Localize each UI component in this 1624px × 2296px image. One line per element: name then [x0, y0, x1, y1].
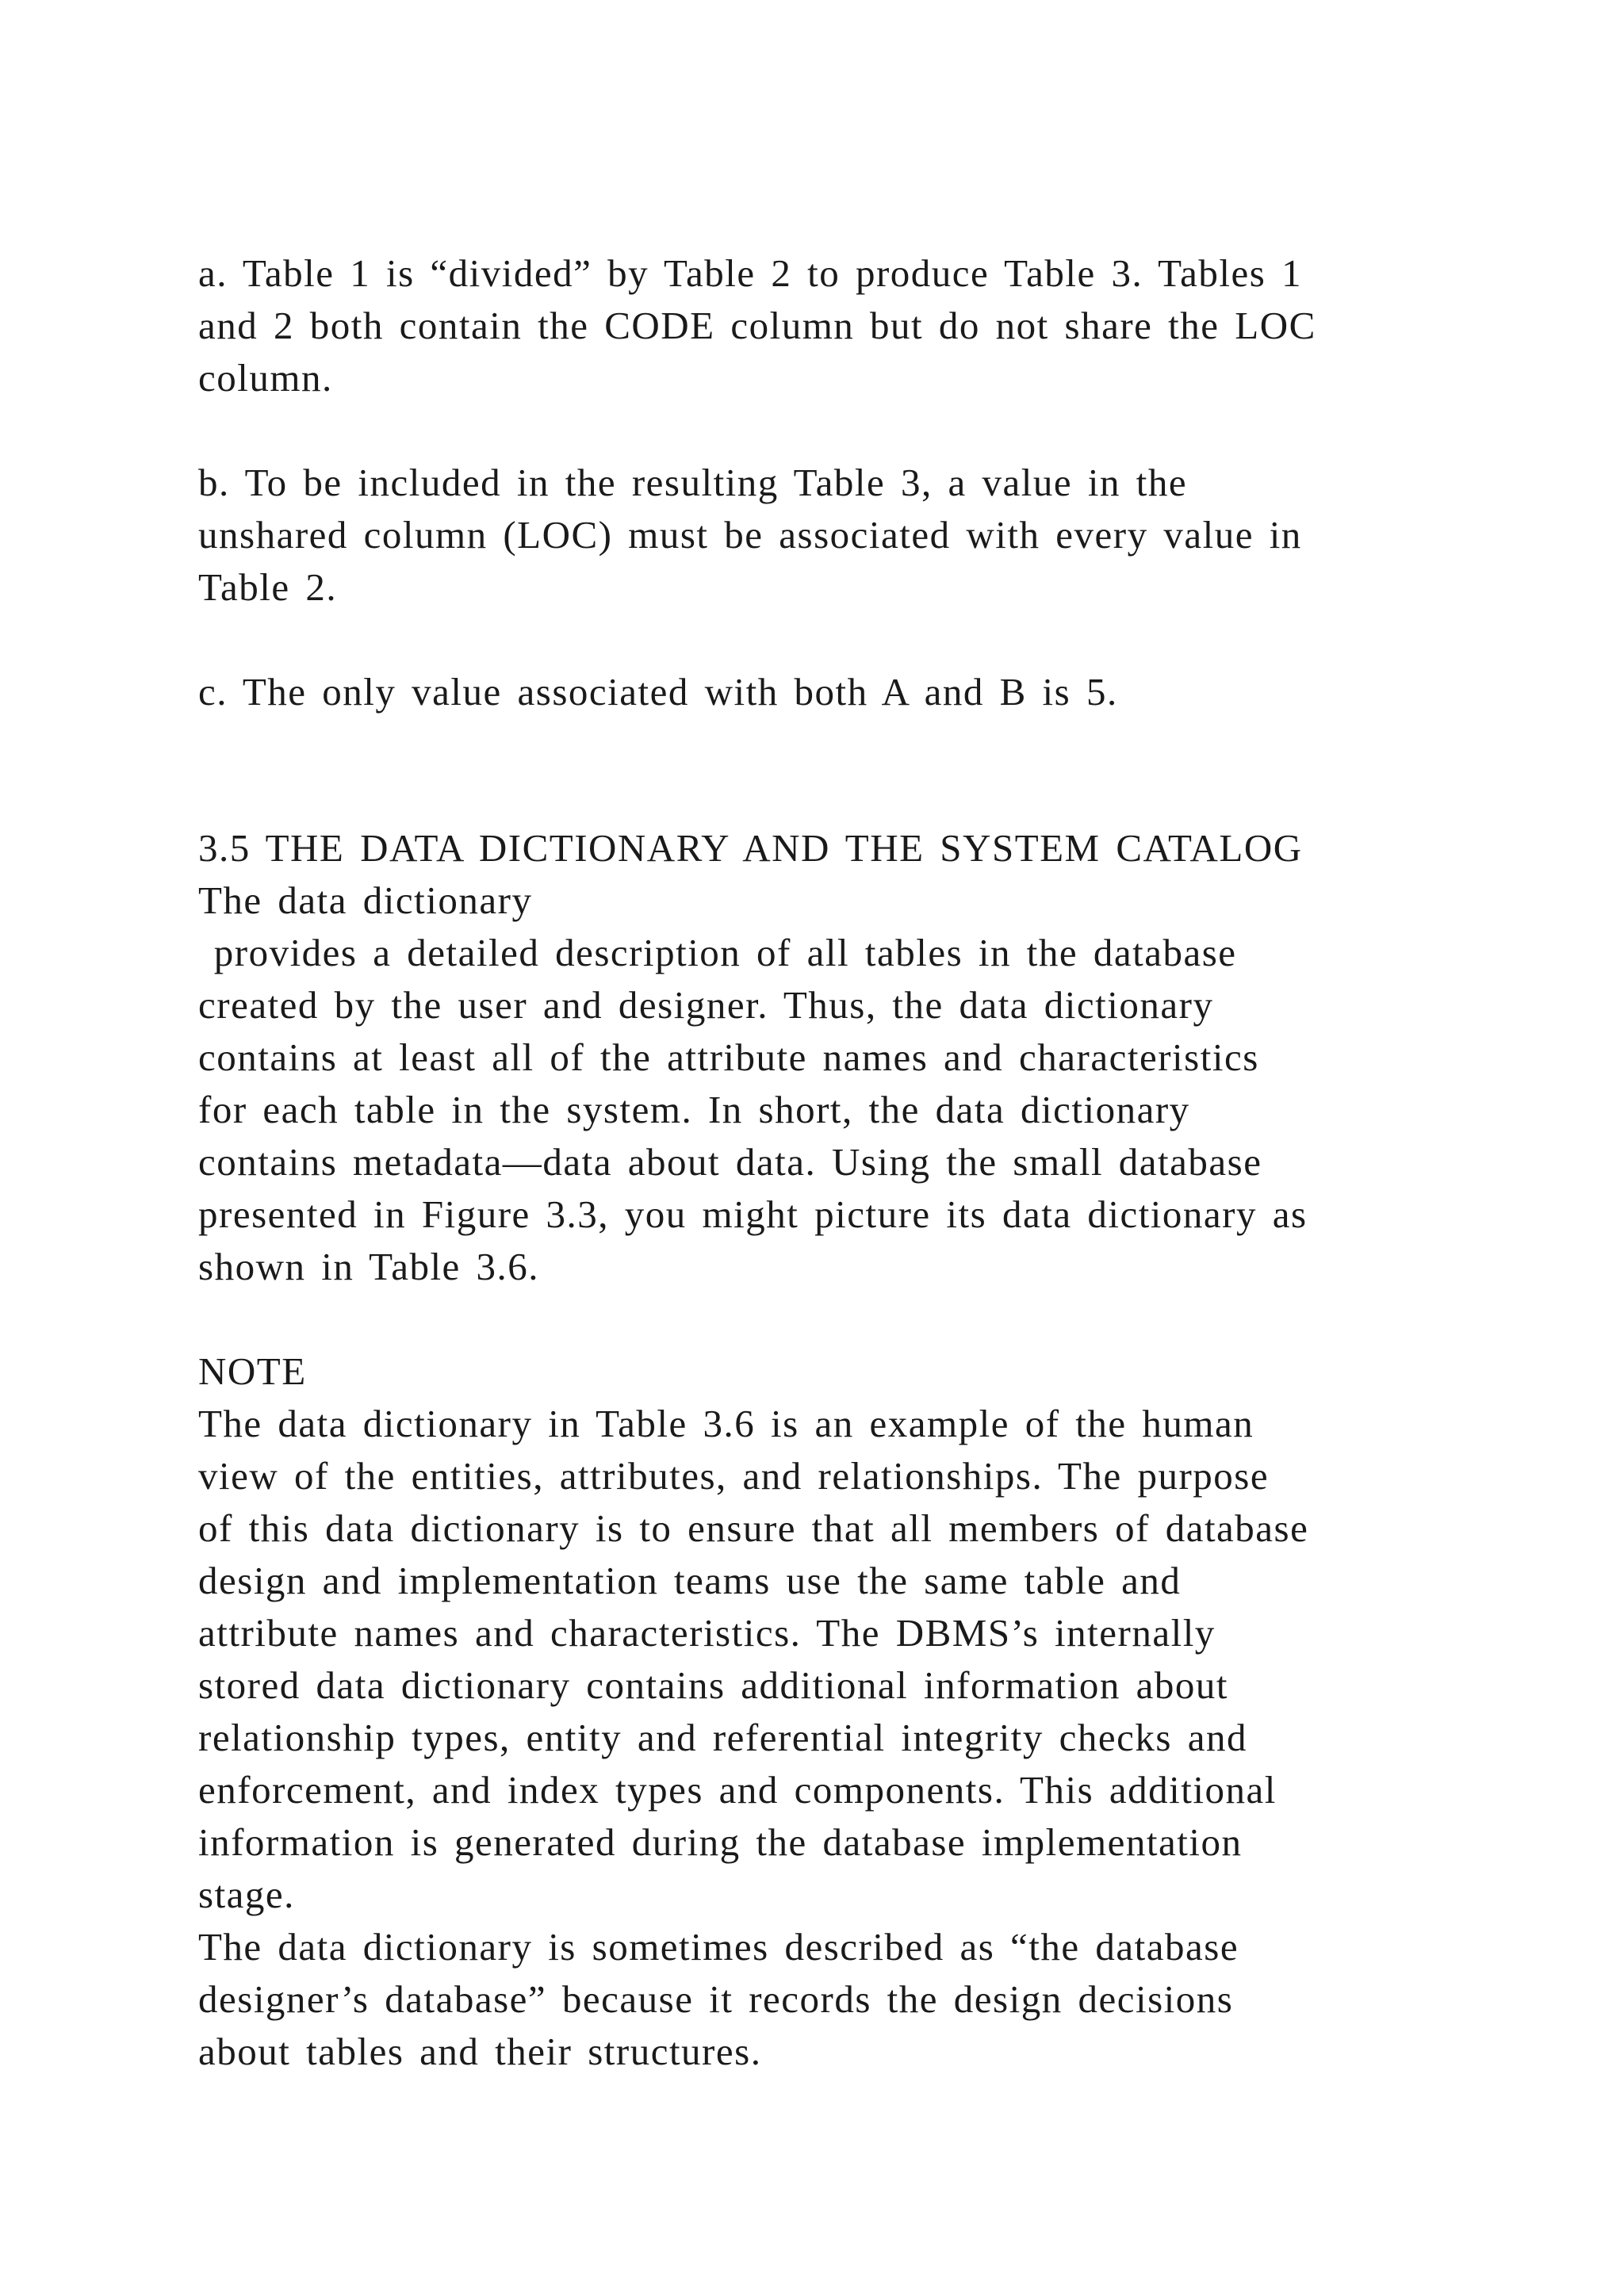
list-item-a-line-3: column. — [198, 356, 333, 400]
note-line-2: view of the entities, attributes, and relationships. The purpose — [198, 1454, 1270, 1498]
note-line-1: The data dictionary in Table 3.6 is an example of the human — [198, 1402, 1254, 1445]
list-item-b-line-2: unshared column (LOC) must be associated with every value in — [198, 513, 1302, 557]
list-item-a-line-2: and 2 both contain the CODE column but do not share the LOC — [198, 304, 1316, 347]
intro-line-1: The data dictionary — [198, 878, 533, 922]
intro-line-6: contains metadata—data about data. Using the small database — [198, 1140, 1262, 1184]
intro-line-5: for each table in the system. In short, the data dictionary — [198, 1088, 1190, 1131]
intro-line-2: provides a detailed description of all tables in the database — [198, 931, 1237, 974]
note-line-4: design and implementation teams use the same table and — [198, 1559, 1182, 1602]
section-heading: 3.5 THE DATA DICTIONARY AND THE SYSTEM CATALOG — [198, 826, 1303, 870]
note-line-9: information is generated during the database implementation — [198, 1820, 1243, 1864]
list-item-a-line-1: a. Table 1 is “divided” by Table 2 to produce Table 3. Tables 1 — [198, 251, 1303, 295]
note-line-13: about tables and their structures. — [198, 2030, 762, 2073]
list-item-c-line-1: c. The only value associated with both A and B is 5. — [198, 670, 1118, 714]
note-line-6: stored data dictionary contains additional information about — [198, 1663, 1228, 1707]
note-line-5: attribute names and characteristics. The DBMS’s internally — [198, 1611, 1216, 1655]
intro-line-8: shown in Table 3.6. — [198, 1245, 540, 1288]
intro-line-3: created by the user and designer. Thus, the data dictionary — [198, 983, 1214, 1027]
note-line-7: relationship types, entity and referential integrity checks and — [198, 1716, 1247, 1759]
note-line-8: enforcement, and index types and components. This additional — [198, 1768, 1277, 1812]
intro-line-4: contains at least all of the attribute names and characteristics — [198, 1035, 1259, 1079]
list-item-b-line-1: b. To be included in the resulting Table 3, a value in the — [198, 461, 1188, 504]
list-item-b-line-3: Table 2. — [198, 565, 338, 609]
intro-line-7: presented in Figure 3.3, you might picture its data dictionary as — [198, 1192, 1308, 1236]
note-line-3: of this data dictionary is to ensure that all members of database — [198, 1506, 1309, 1550]
note-label: NOTE — [198, 1349, 307, 1393]
note-line-12: designer’s database” because it records the design decisions — [198, 1977, 1234, 2021]
note-line-10: stage. — [198, 1873, 295, 1916]
note-line-11: The data dictionary is sometimes described as “the database — [198, 1925, 1239, 1969]
